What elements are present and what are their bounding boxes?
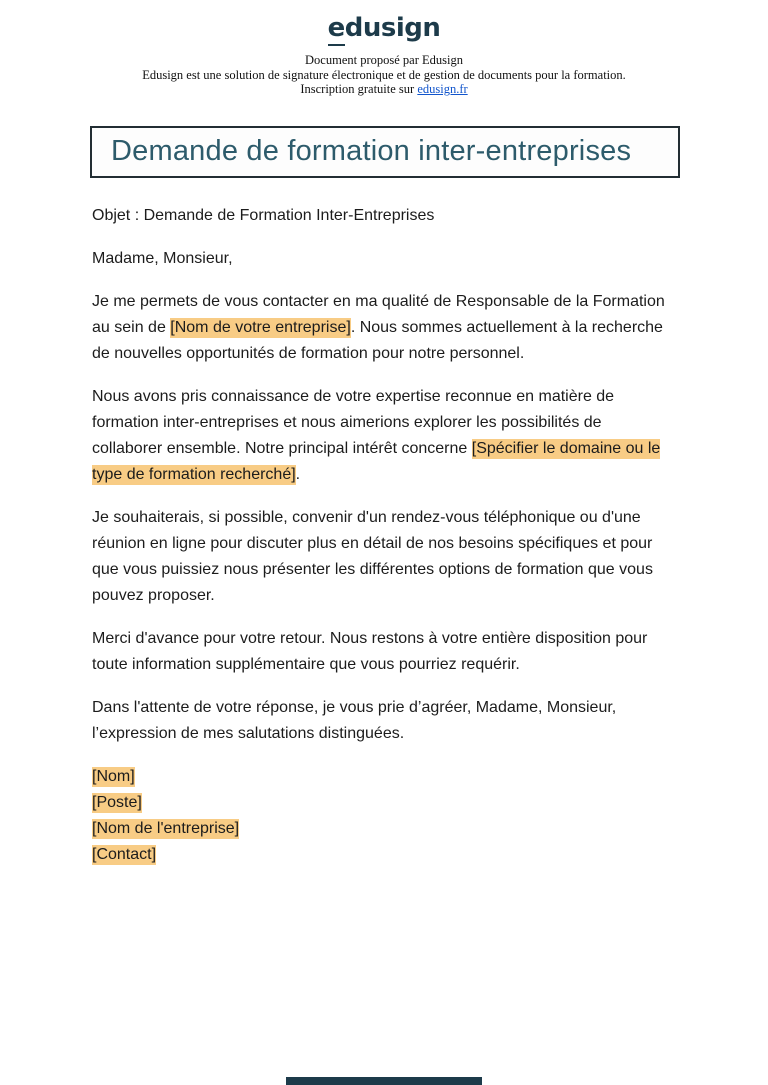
placeholder-contact: [Contact] <box>92 845 157 863</box>
page-title: Demande de formation inter-entreprises <box>111 135 632 168</box>
signature-line-company <box>92 816 676 842</box>
signature-line-role <box>92 790 676 816</box>
paragraph-1-text: Je me permets de vous contacter en ma qualité de Responsable de la Formation au sein de <box>92 292 665 336</box>
placeholder-role: [Poste] <box>92 793 142 811</box>
placeholder-company-name: [Nom de votre entreprise] <box>170 318 351 336</box>
edusign-link[interactable]: edusign.fr <box>417 82 468 97</box>
logo-underlined-e: e <box>328 13 345 46</box>
paragraph-1 <box>92 289 676 367</box>
tagline-line-3-text: Inscription gratuite sur <box>300 82 418 97</box>
paragraph-2-text-after: . <box>295 465 301 483</box>
logo-text: dusign <box>344 13 441 43</box>
signature-block <box>92 764 676 868</box>
paragraph-5: Dans l'attente de votre réponse, je vous prie d’agréer, Madame, Monsieur, l’expression de mes salutations distinguées. <box>92 698 617 742</box>
subject-line: Objet : Demande de Formation Inter-Entreprises <box>92 206 435 224</box>
letter-body <box>92 203 676 868</box>
paragraph-1-text-after: . Nous sommes actuellement à la recherche de nouvelles opportunités de formation pour notre personnel. <box>92 318 663 362</box>
tagline-line-1: Document proposé par Edusign <box>305 53 463 68</box>
page-footer-bar <box>286 1077 482 1085</box>
placeholder-training-domain: [Spécifier le domaine ou le type de formation recherché] <box>92 439 661 483</box>
tagline-line-2: Edusign est une solution de signature électronique et de gestion de documents pour la formation. <box>142 67 626 82</box>
tagline <box>0 53 768 97</box>
salutation: Madame, Monsieur, <box>92 249 233 267</box>
edusign-logo <box>328 13 441 44</box>
paragraph-3: Je souhaiterais, si possible, convenir d'un rendez-vous téléphonique ou d'une réunion en ligne pour discuter plus en détail de nos besoins spécifiques et pour que vous puissiez nous présenter les différentes options de formation que vous pouvez proposer. <box>92 508 653 604</box>
signature-line-contact <box>92 842 676 868</box>
tagline-line-3 <box>0 82 768 97</box>
document-header <box>0 0 768 97</box>
paragraph-4: Merci d'avance pour votre retour. Nous restons à votre entière disposition pour toute information supplémentaire que vous pourriez requérir. <box>92 629 648 673</box>
paragraph-2 <box>92 384 676 488</box>
paragraph-2-text: Nous avons pris connaissance de votre expertise reconnue en matière de formation inter-entreprises et nous aimerions explorer les possibilités de collaborer ensemble. Notre principal intérêt concerne <box>92 387 615 457</box>
title-box <box>90 126 680 178</box>
signature-line-name <box>92 764 676 790</box>
placeholder-name: [Nom] <box>92 767 135 785</box>
placeholder-company: [Nom de l'entreprise] <box>92 819 240 837</box>
